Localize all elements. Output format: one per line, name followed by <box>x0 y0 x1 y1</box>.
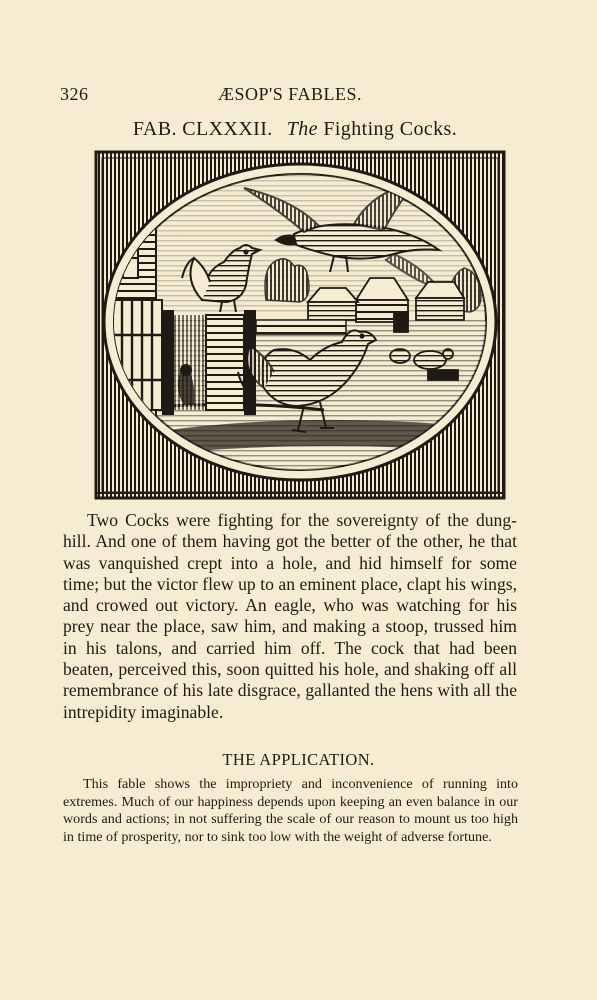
fable-title-article: The <box>286 118 318 140</box>
page-number: 326 <box>60 84 89 104</box>
fable-heading <box>60 118 530 141</box>
application-text: This fable shows the impropriety and inconvenience of running into extremes. Much of our happiness depends upon keeping an even balance in our words and actions; in not suffering the scale of our reason to mount us too high in time of prosperity, nor to sink too low with the weight of adverse fortune. <box>63 776 518 845</box>
book-title: ÆSOP'S FABLES. <box>218 84 362 104</box>
application-heading: THE APPLICATION. <box>222 750 375 769</box>
running-head <box>60 84 520 108</box>
fable-number: FAB. CLXXXII. <box>132 118 273 140</box>
fable-title: Fighting Cocks. <box>323 118 458 140</box>
fable-text: Two Cocks were fighting for the sovereignty of the dung-hill. And one of them having got the better of the other, he that was vanquished crept into a hole, and hid himself for some time; but the victor flew up to an eminent place, clapt his wings, and crowed out victory. An eagle, who was watching for his prey near the place, saw him, and making a stoop, trussed him in his talons, and carried him off. The cock that had been beaten, perceived this, soon quitted his hole, and shaking off all remembrance of his late disgrace, gallanted the hens with all the intrepidity imaginable. <box>63 510 517 722</box>
woodcut-illustration <box>94 150 506 500</box>
